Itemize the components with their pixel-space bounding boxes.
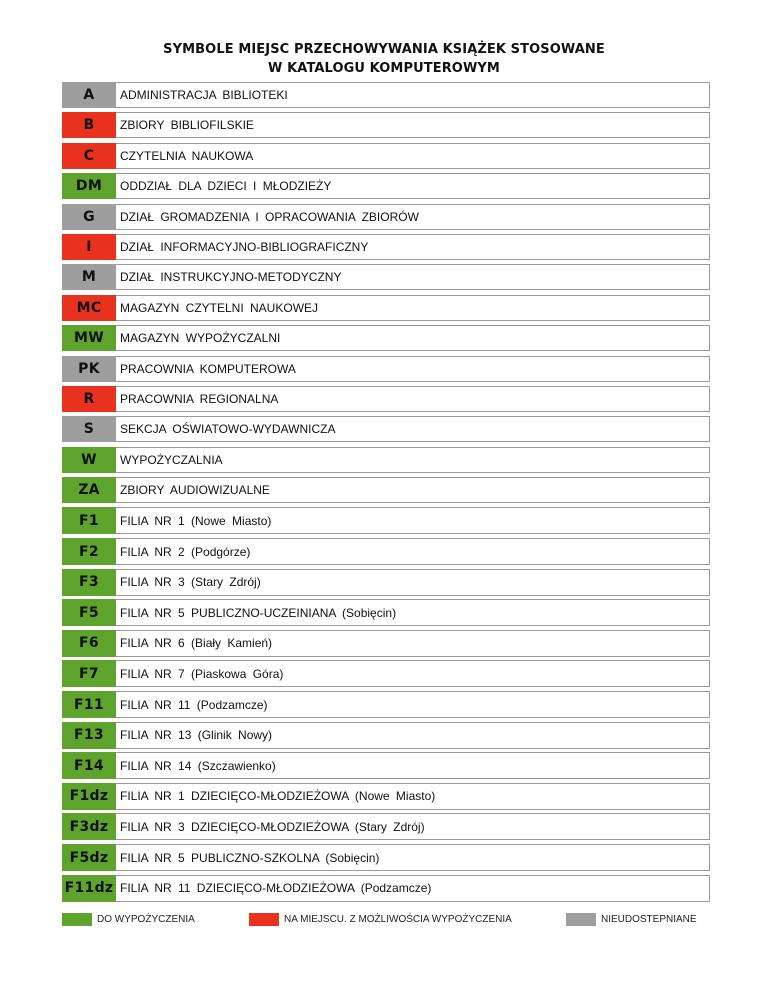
location-description: ZBIORY AUDIOWIZUALNE	[116, 477, 710, 503]
location-description: ODDZIAŁ DLA DZIECI I MŁODZIEŻY	[116, 173, 710, 199]
location-description: FILIA NR 1 DZIECIĘCO-MŁODZIEŻOWA (Nowe Miasto)	[116, 783, 710, 810]
table-row	[62, 538, 710, 565]
location-code-badge: M	[62, 264, 116, 290]
location-code-badge: F1dz	[62, 783, 116, 810]
table-row	[62, 569, 710, 596]
location-description: PRACOWNIA KOMPUTEROWA	[116, 356, 710, 382]
table-row	[62, 82, 710, 108]
location-rows	[62, 82, 710, 503]
location-code-badge: B	[62, 112, 116, 138]
location-description: CZYTELNIA NAUKOWA	[116, 143, 710, 169]
legend-swatch-gray	[566, 913, 596, 926]
table-row	[62, 447, 710, 473]
location-description: DZIAŁ GROMADZENIA I OPRACOWANIA ZBIORÓW	[116, 204, 710, 230]
location-code-badge: I	[62, 234, 116, 260]
location-code-badge: MW	[62, 325, 116, 351]
location-description: ZBIORY BIBLIOFILSKIE	[116, 112, 710, 138]
location-description: PRACOWNIA REGIONALNA	[116, 386, 710, 412]
location-code-badge: ZA	[62, 477, 116, 503]
location-code-badge: W	[62, 447, 116, 473]
legend-label-unavailable: NIEUDOSTEPNIANE	[601, 913, 697, 925]
location-description: DZIAŁ INFORMACYJNO-BIBLIOGRAFICZNY	[116, 234, 710, 260]
location-description: FILIA NR 13 (Glinik Nowy)	[116, 722, 710, 749]
location-description: FILIA NR 14 (Szczawienko)	[116, 752, 710, 779]
location-code-badge: F3	[62, 569, 116, 596]
table-row	[62, 783, 710, 810]
branch-rows	[62, 507, 710, 901]
location-description: FILIA NR 1 (Nowe Miasto)	[116, 507, 710, 534]
table-row	[62, 813, 710, 840]
location-code-badge: F1	[62, 507, 116, 534]
location-description: ADMINISTRACJA BIBLIOTEKI	[116, 82, 710, 108]
table-row	[62, 112, 710, 138]
location-description: FILIA NR 3 DZIECIĘCO-MŁODZIEŻOWA (Stary Zdrój)	[116, 813, 710, 840]
table-row	[62, 844, 710, 871]
location-code-badge: DM	[62, 173, 116, 199]
location-description: DZIAŁ INSTRUKCYJNO-METODYCZNY	[116, 264, 710, 290]
table-row	[62, 752, 710, 779]
location-description: FILIA NR 2 (Podgórze)	[116, 538, 710, 565]
title-line-1: SYMBOLE MIEJSC PRZECHOWYWANIA KSIĄŻEK STOSOWANE	[163, 42, 605, 57]
table-row	[62, 295, 710, 321]
table-row	[62, 630, 710, 657]
location-code-badge: C	[62, 143, 116, 169]
location-code-badge: F5	[62, 599, 116, 626]
location-code-badge: G	[62, 204, 116, 230]
table-row	[62, 325, 710, 351]
location-description: FILIA NR 11 DZIECIĘCO-MŁODZIEŻOWA (Podzamcze)	[116, 875, 710, 902]
legend-swatch-red	[249, 913, 279, 926]
location-code-badge: F6	[62, 630, 116, 657]
table-row	[62, 722, 710, 749]
location-code-badge: F14	[62, 752, 116, 779]
location-description: FILIA NR 11 (Podzamcze)	[116, 691, 710, 718]
location-description: FILIA NR 5 PUBLICZNO-SZKOLNA (Sobięcin)	[116, 844, 710, 871]
table-row	[62, 599, 710, 626]
location-description: FILIA NR 6 (Biały Kamień)	[116, 630, 710, 657]
location-code-badge: MC	[62, 295, 116, 321]
table-row	[62, 691, 710, 718]
table-row	[62, 386, 710, 412]
location-description: FILIA NR 7 (Piaskowa Góra)	[116, 660, 710, 687]
location-code-badge: R	[62, 386, 116, 412]
location-code-badge: F5dz	[62, 844, 116, 871]
table-row	[62, 173, 710, 199]
location-code-badge: S	[62, 416, 116, 442]
page-title	[0, 40, 768, 78]
location-code-badge: F13	[62, 722, 116, 749]
location-code-badge: A	[62, 82, 116, 108]
location-code-badge: PK	[62, 356, 116, 382]
location-description: SEKCJA OŚWIATOWO-WYDAWNICZA	[116, 416, 710, 442]
location-description: MAGAZYN CZYTELNI NAUKOWEJ	[116, 295, 710, 321]
symbols-table	[62, 82, 710, 905]
location-code-badge: F11	[62, 691, 116, 718]
location-code-badge: F2	[62, 538, 116, 565]
location-description: MAGAZYN WYPOŻYCZALNI	[116, 325, 710, 351]
location-description: FILIA NR 5 PUBLICZNO-UCZEINIANA (Sobięcin)	[116, 599, 710, 626]
title-line-2: W KATALOGU KOMPUTEROWYM	[268, 61, 500, 76]
table-row	[62, 234, 710, 260]
legend-item-lendable	[62, 912, 195, 926]
location-code-badge: F11dz	[62, 875, 116, 902]
location-code-badge: F7	[62, 660, 116, 687]
legend-label-onsite: NA MIEJSCU. Z MOŻLIWOŚCIA WYPOŻYCZENIA	[284, 913, 512, 925]
legend-item-onsite	[249, 912, 512, 926]
table-row	[62, 356, 710, 382]
location-code-badge: F3dz	[62, 813, 116, 840]
location-description: WYPOŻYCZALNIA	[116, 447, 710, 473]
legend	[0, 912, 768, 928]
legend-label-lendable: DO WYPOŻYCZENIA	[97, 913, 195, 925]
table-row	[62, 477, 710, 503]
table-row	[62, 143, 710, 169]
table-row	[62, 660, 710, 687]
location-description: FILIA NR 3 (Stary Zdrój)	[116, 569, 710, 596]
table-row	[62, 875, 710, 902]
legend-item-unavailable	[566, 912, 697, 926]
legend-swatch-green	[62, 913, 92, 926]
table-row	[62, 204, 710, 230]
table-row	[62, 264, 710, 290]
table-row	[62, 416, 710, 442]
table-row	[62, 507, 710, 534]
